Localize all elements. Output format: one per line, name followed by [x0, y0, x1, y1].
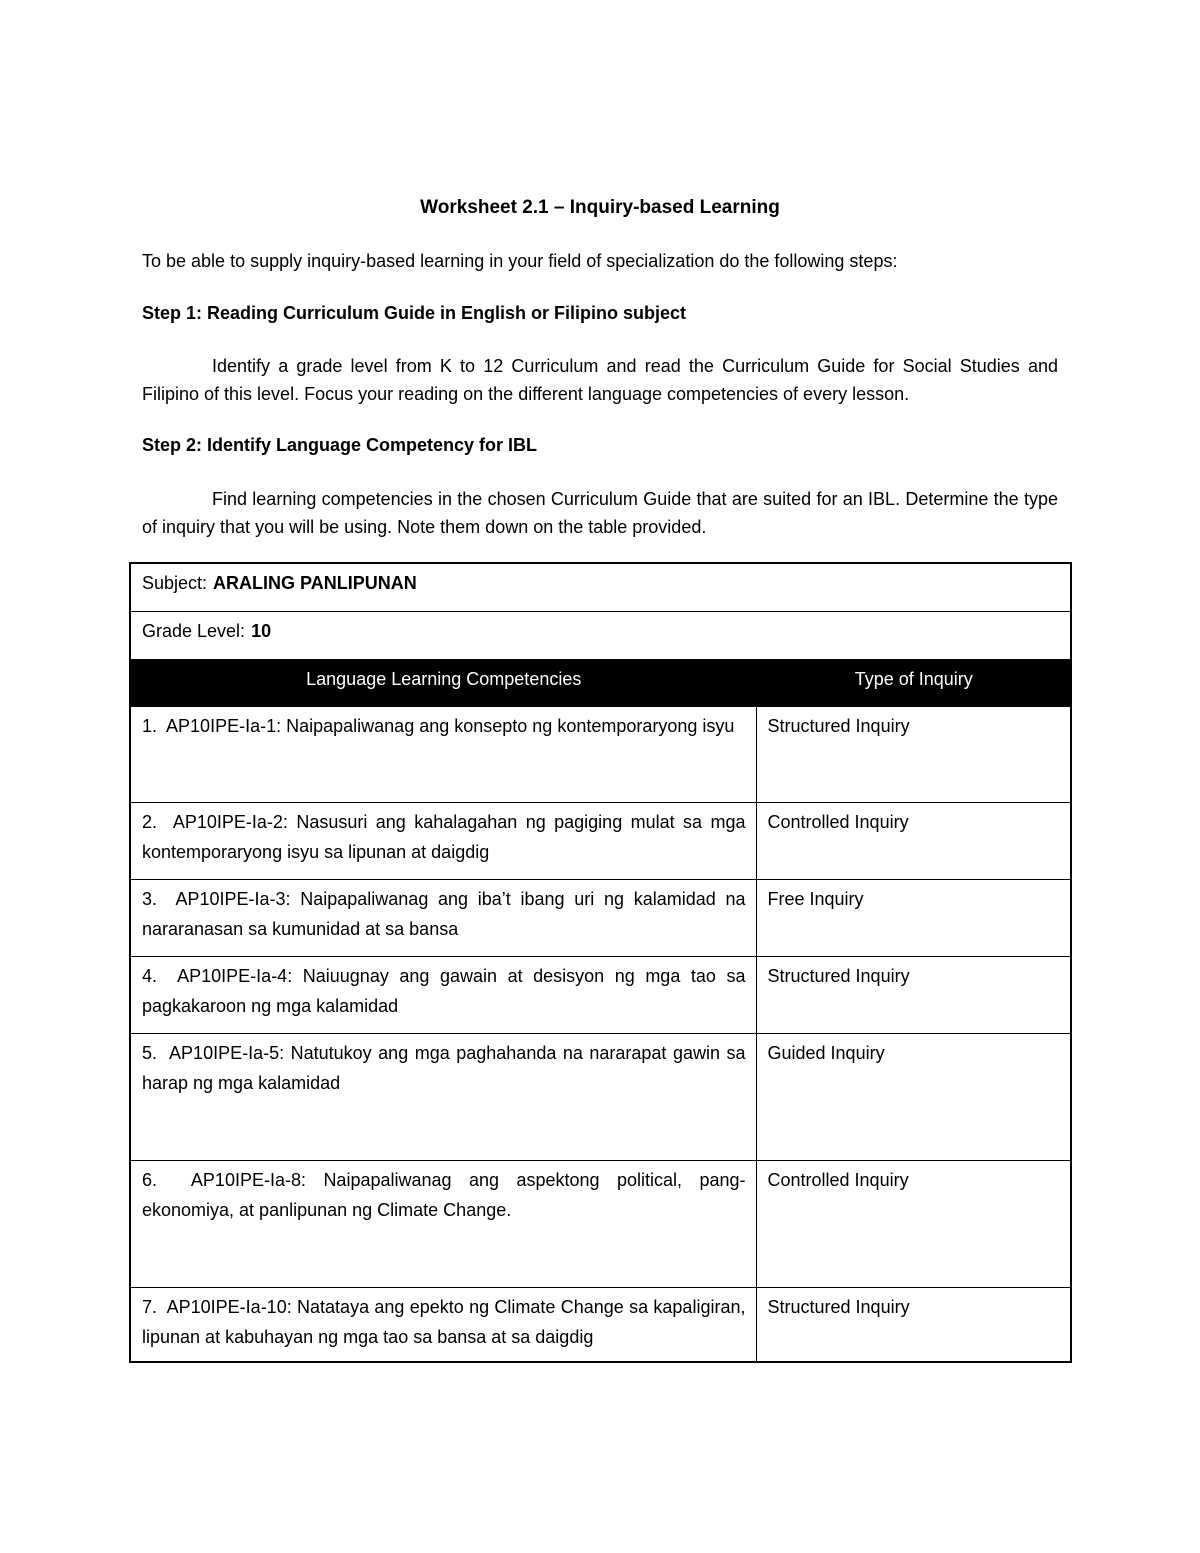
- step2-heading: Step 2: Identify Language Competency for IBL: [142, 435, 538, 455]
- subject-row: [130, 563, 1071, 612]
- competency-code: AP10IPE-Ia-3:: [175, 889, 291, 909]
- competency-cell: [130, 707, 756, 803]
- competency-table: [129, 562, 1072, 1363]
- competency-text: Natutukoy ang mga paghahanda na nararapat gawin sa harap ng mga kalamidad: [142, 1043, 746, 1093]
- grade-label: Grade Level:: [142, 621, 246, 641]
- subject-cell: [130, 563, 1071, 612]
- competency-code: AP10IPE-Ia-1:: [166, 716, 282, 736]
- competency-code: AP10IPE-Ia-4:: [177, 966, 293, 986]
- competency-cell: [130, 1288, 756, 1363]
- competency-text: Naiuugnay ang gawain at desisyon ng mga tao sa pagkakaroon ng mga kalamidad: [142, 966, 746, 1016]
- competency-cell: [130, 1161, 756, 1288]
- competency-text: Nasusuri ang kahalagahan ng pagiging mulat sa mga kontemporaryong isyu sa lipunan at daigdig: [142, 812, 746, 862]
- header-inquiry-type: Type of Inquiry: [756, 660, 1071, 707]
- competency-cell: [130, 803, 756, 880]
- inquiry-type-cell: Structured Inquiry: [756, 707, 1071, 803]
- worksheet-title: Worksheet 2.1 – Inquiry-based Learning: [420, 197, 780, 218]
- competency-text: Naipapaliwanag ang konsepto ng kontemporaryong isyu: [286, 716, 735, 736]
- table-row: [130, 1288, 1071, 1363]
- grade-value: 10: [251, 621, 272, 641]
- table-row: [130, 1034, 1071, 1161]
- inquiry-type-cell: Controlled Inquiry: [756, 803, 1071, 880]
- inquiry-type-cell: Structured Inquiry: [756, 957, 1071, 1034]
- inquiry-type-cell: Controlled Inquiry: [756, 1161, 1071, 1288]
- table-row: [130, 957, 1071, 1034]
- competency-code: AP10IPE-Ia-2:: [172, 812, 288, 832]
- competency-text: Naipapaliwanag ang iba’t ibang uri ng kalamidad na nararanasan sa kumunidad at sa bansa: [142, 889, 746, 939]
- table-row: [130, 880, 1071, 957]
- table-header-row: [130, 660, 1071, 707]
- header-competencies: Language Learning Competencies: [130, 660, 756, 707]
- table-row: [130, 1161, 1071, 1288]
- competency-text: Natataya ang epekto ng Climate Change sa kapaligiran, lipunan at kabuhayan ng mga tao sa bansa at sa daigdig: [142, 1297, 746, 1347]
- competency-cell: [130, 957, 756, 1034]
- step1-text: Identify a grade level from K to 12 Curriculum and read the Curriculum Guide for Social Studies and Filipino of this level. Focus your reading on the different language competencies of every lesson.: [142, 356, 1058, 404]
- competency-code: AP10IPE-Ia-5:: [169, 1043, 285, 1063]
- subject-label: Subject:: [142, 573, 208, 593]
- table-row: [130, 803, 1071, 880]
- subject-value: ARALING PANLIPUNAN: [213, 573, 417, 593]
- competency-number: 4.: [142, 966, 158, 986]
- competency-text: Naipapaliwanag ang aspektong political, pang-ekonomiya, at panlipunan ng Climate Change.: [142, 1170, 746, 1220]
- competency-number: 1.: [142, 716, 158, 736]
- competency-code: AP10IPE-Ia-8:: [190, 1170, 306, 1190]
- grade-row: [130, 612, 1071, 660]
- competency-number: 3.: [142, 889, 158, 909]
- competency-number: 6.: [142, 1170, 158, 1190]
- step1-heading: Step 1: Reading Curriculum Guide in English or Filipino subject: [142, 303, 687, 323]
- competency-cell: [130, 880, 756, 957]
- competency-number: 7.: [142, 1297, 158, 1317]
- competency-code: AP10IPE-Ia-10:: [166, 1297, 292, 1317]
- competency-number: 2.: [142, 812, 158, 832]
- inquiry-type-cell: Structured Inquiry: [756, 1288, 1071, 1363]
- grade-cell: [130, 612, 1071, 660]
- table-row: [130, 707, 1071, 803]
- intro-text: To be able to supply inquiry-based learning in your field of specialization do the following steps:: [142, 251, 898, 271]
- step2-text: Find learning competencies in the chosen Curriculum Guide that are suited for an IBL. Determine the type of inquiry that you will be using. Note them down on the table provided.: [142, 489, 1058, 537]
- inquiry-type-cell: Free Inquiry: [756, 880, 1071, 957]
- competency-cell: [130, 1034, 756, 1161]
- competency-number: 5.: [142, 1043, 158, 1063]
- inquiry-type-cell: Guided Inquiry: [756, 1034, 1071, 1161]
